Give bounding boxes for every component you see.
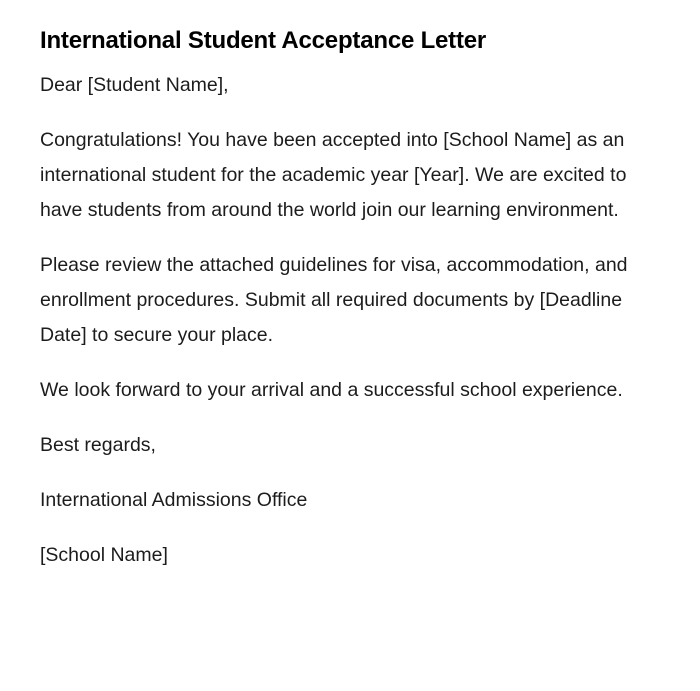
letter-title: International Student Acceptance Letter <box>40 27 487 54</box>
letter-greeting: Dear [Student Name], <box>40 74 229 96</box>
letter-paragraph-congratulations: Congratulations! You have been accepted into [School Name] as an international student for the academic year [Year]. We are excited to have students from around the world join our learning environment. <box>40 129 627 221</box>
letter-paragraph-guidelines: Please review the attached guidelines for visa, accommodation, and enrollment procedures. Submit all required documents by [Deadline Date] to secure your place. <box>40 254 628 346</box>
letter-paragraph-arrival: We look forward to your arrival and a successful school experience. <box>40 379 623 401</box>
signature-office: International Admissions Office <box>40 489 308 511</box>
signature-school: [School Name] <box>40 544 168 566</box>
letter-closing: Best regards, <box>40 434 156 456</box>
